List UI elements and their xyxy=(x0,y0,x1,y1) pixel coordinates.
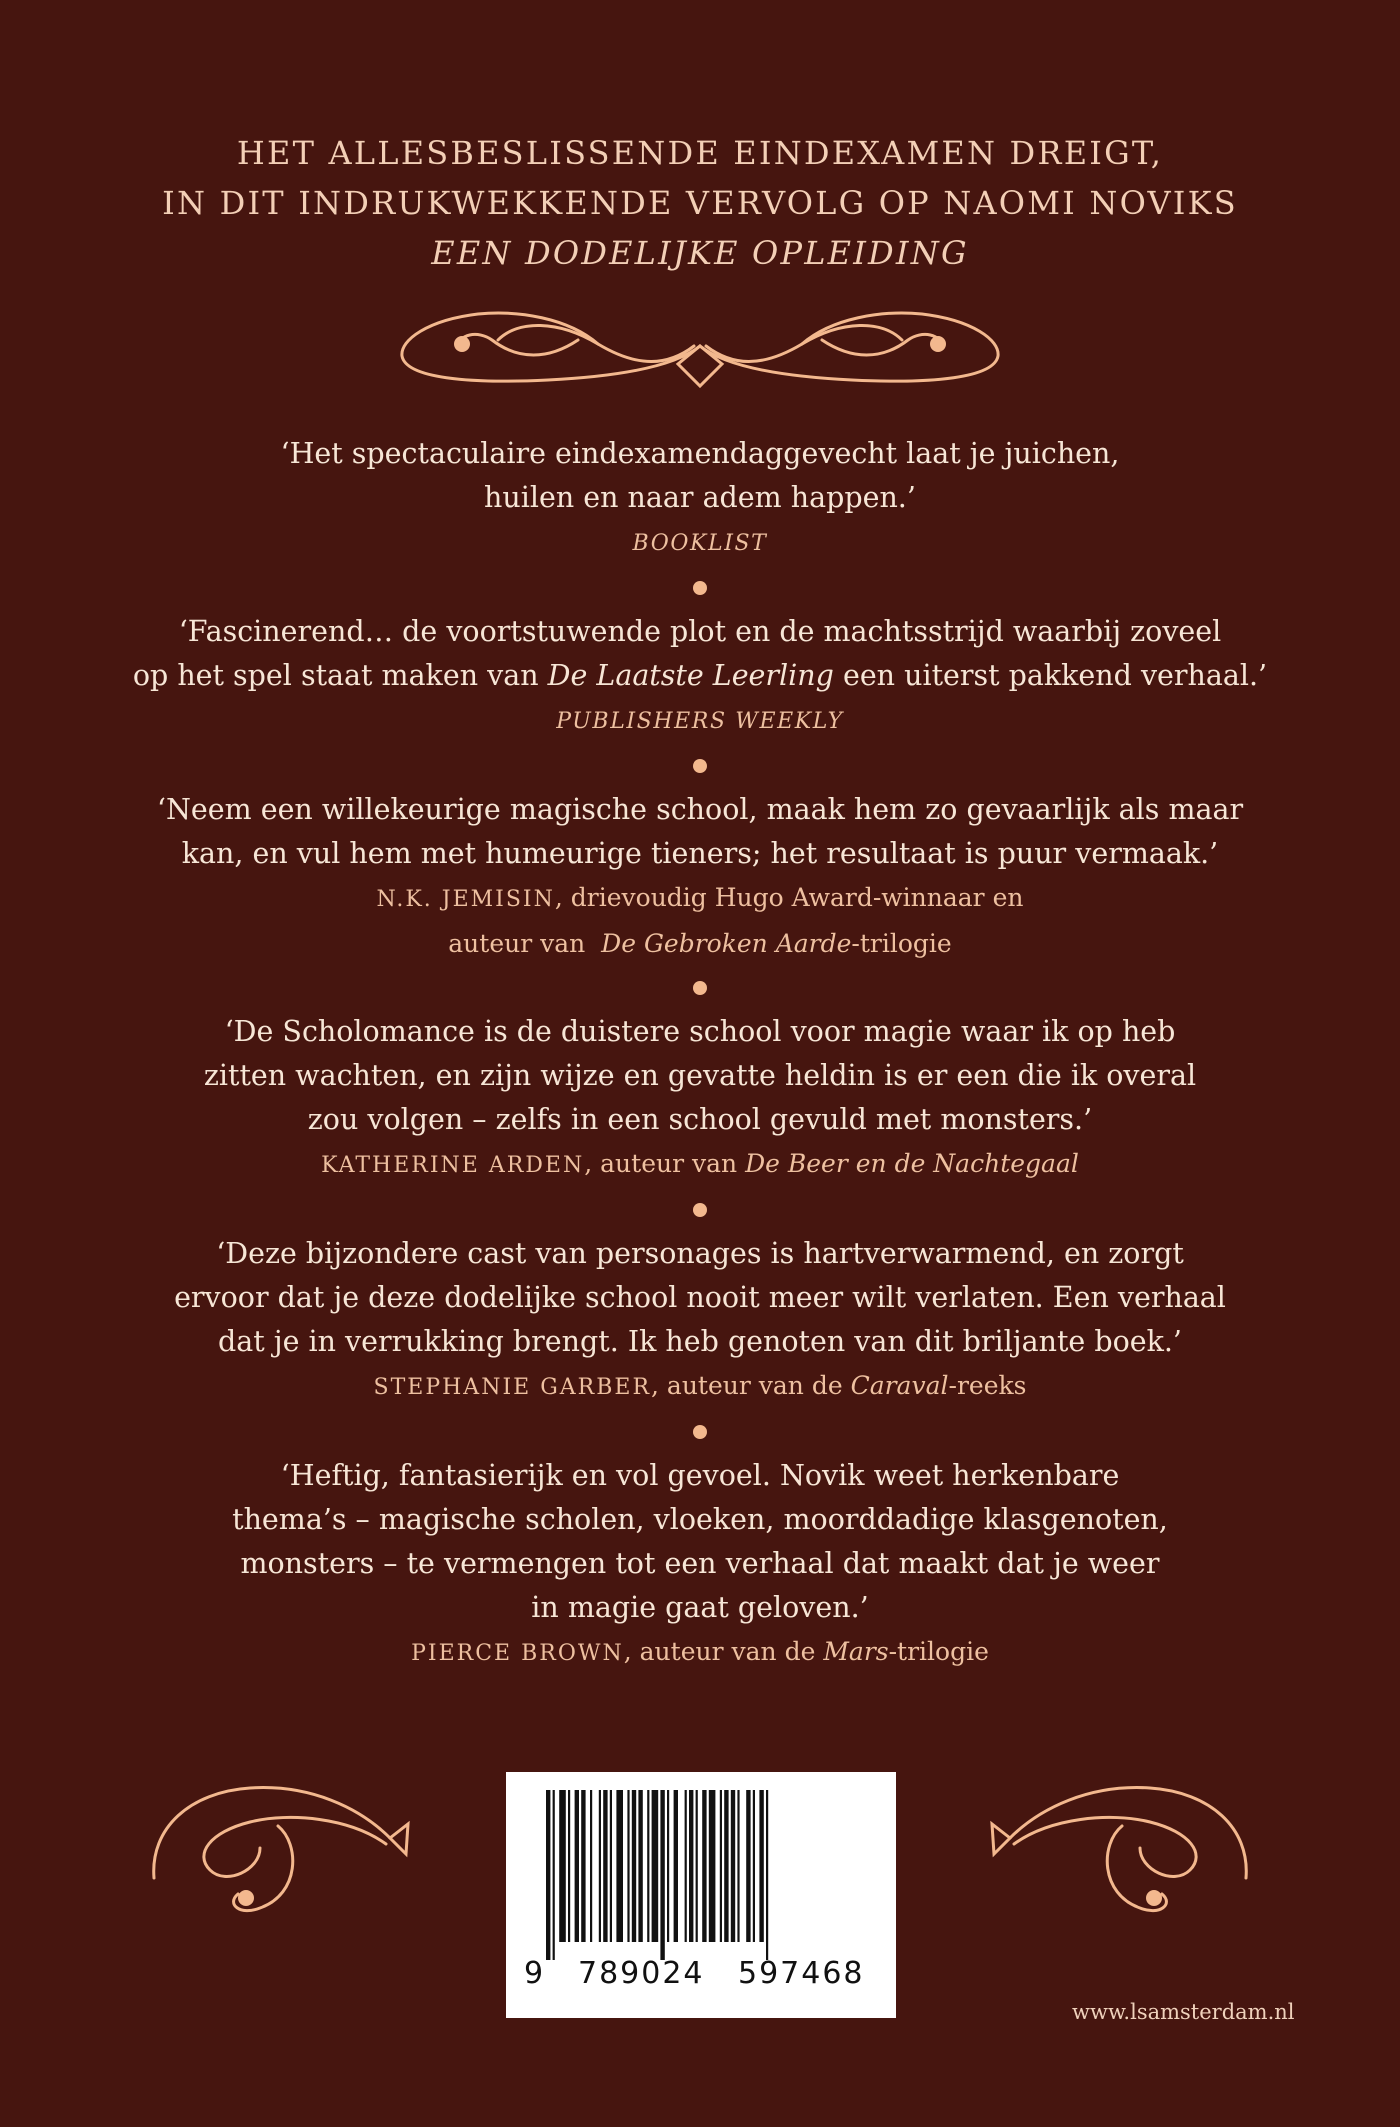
barcode-bar xyxy=(638,1790,642,1942)
barcode-bar xyxy=(731,1790,735,1942)
barcode-bar xyxy=(702,1790,706,1942)
attribution-line xyxy=(0,922,1400,966)
barcode-bar xyxy=(568,1790,570,1942)
corner-flourish-left-icon xyxy=(150,1778,410,1928)
attribution-text: -reeks xyxy=(948,1371,1027,1400)
publisher-website[interactable]: www.lsamsterdam.nl xyxy=(1072,2000,1295,2024)
book-title: De Beer en de Nachtegaal xyxy=(745,1149,1079,1178)
quote-line: kan, en vul hem met humeurige tieners; het resultaat is puur vermaak.’ xyxy=(181,837,1219,870)
barcode-bar xyxy=(696,1790,698,1942)
barcode xyxy=(506,1772,896,2018)
book-title: Mars xyxy=(823,1637,889,1666)
quote-arden xyxy=(0,1010,1400,1188)
quote-source: N.K. JEMISIN xyxy=(376,887,555,912)
corner-flourish-right-icon xyxy=(990,1778,1250,1928)
quote-text xyxy=(0,432,1400,520)
quotes-list xyxy=(0,432,1400,1676)
isbn-first-digit: 9 xyxy=(524,1956,544,1991)
quote-fragment: op het spel staat maken van xyxy=(132,659,548,692)
separator-dot-icon xyxy=(0,566,1400,610)
quote-line: ‘Deze bijzondere cast van personages is hartverwarmend, en zorgt xyxy=(216,1237,1184,1270)
attribution-line xyxy=(0,876,1400,922)
quote-text xyxy=(0,610,1400,698)
attribution-text: -trilogie xyxy=(851,929,952,958)
barcode-bar xyxy=(647,1790,649,1942)
quote-line: zou volgen – zelfs in een school gevuld met monsters.’ xyxy=(307,1103,1093,1136)
barcode-bar xyxy=(553,1790,555,1960)
tagline xyxy=(0,128,1400,278)
isbn-group-1: 789024 xyxy=(578,1956,705,1991)
separator-dot-icon xyxy=(0,1188,1400,1232)
isbn-number xyxy=(520,1956,890,2000)
barcode-bar xyxy=(753,1790,755,1942)
barcode-bar xyxy=(590,1790,592,1942)
barcode-bar xyxy=(546,1790,550,1960)
attribution-text: auteur van xyxy=(448,929,602,958)
barcode-bar xyxy=(709,1790,716,1942)
quote-line: huilen en naar adem happen.’ xyxy=(484,481,916,514)
barcode-bar xyxy=(766,1790,768,1960)
barcode-bar xyxy=(660,1790,664,1960)
book-title: Caraval xyxy=(850,1371,949,1400)
quote-jemisin xyxy=(0,788,1400,966)
quote-line: zitten wachten, en zijn wijze en gevatte heldin is er een die ik overal xyxy=(203,1059,1197,1092)
quote-brown xyxy=(0,1454,1400,1676)
barcode-bar xyxy=(575,1790,579,1942)
attribution-text: , auteur van de xyxy=(651,1371,851,1400)
tagline-book-title: EEN DODELIJKE OPLEIDING xyxy=(431,234,969,272)
quote-publishers-weekly xyxy=(0,610,1400,744)
quote-garber xyxy=(0,1232,1400,1410)
quote-text xyxy=(0,1010,1400,1142)
barcode-bar xyxy=(632,1790,636,1942)
barcode-bars-icon xyxy=(546,1790,864,1960)
quote-attribution xyxy=(0,1364,1400,1410)
quote-booklist xyxy=(0,432,1400,566)
attribution-text: -trilogie xyxy=(888,1637,989,1666)
attribution-text: , auteur van xyxy=(584,1149,746,1178)
barcode-bar xyxy=(559,1790,566,1942)
barcode-bar xyxy=(674,1790,678,1942)
barcode-bar xyxy=(603,1790,607,1942)
attribution-text: , drievoudig Hugo Award-winnaar en xyxy=(554,883,1024,912)
barcode-bar xyxy=(689,1790,693,1942)
quote-source: PUBLISHERS WEEKLY xyxy=(556,709,844,734)
barcode-bar xyxy=(759,1790,763,1942)
separator-dot-icon xyxy=(0,966,1400,1010)
barcode-bar xyxy=(685,1790,687,1942)
barcode-bar xyxy=(667,1790,669,1942)
separator-dot-icon xyxy=(0,744,1400,788)
quote-line: dat je in verrukking brengt. Ik heb genoten van dit briljante boek.’ xyxy=(218,1325,1182,1358)
quote-text xyxy=(0,1232,1400,1364)
separator-dot-icon xyxy=(0,1410,1400,1454)
quote-attribution xyxy=(0,876,1400,966)
barcode-bar xyxy=(652,1790,659,1942)
quote-line: ‘Fascinerend… de voortstuwende plot en de machtsstrijd waarbij zoveel xyxy=(178,615,1222,648)
quote-line: thema’s – magische scholen, vloeken, moorddadige klasgenoten, xyxy=(232,1503,1168,1536)
barcode-bar xyxy=(720,1790,722,1942)
book-title: De Gebroken Aarde xyxy=(601,929,852,958)
quote-text xyxy=(0,1454,1400,1630)
quote-attribution xyxy=(0,1142,1400,1188)
quote-line: in magie gaat geloven.’ xyxy=(531,1591,869,1624)
attribution-text: , auteur van de xyxy=(623,1637,824,1666)
quote-text xyxy=(0,788,1400,876)
barcode-bar xyxy=(737,1790,739,1942)
quote-line: ervoor dat je deze dodelijke school nooit meer wilt verlaten. Een verhaal xyxy=(174,1281,1226,1314)
quote-line xyxy=(0,654,1400,698)
barcode-bar xyxy=(627,1790,629,1942)
quote-line: ‘Neem een willekeurige magische school, maak hem zo gevaarlijk als maar xyxy=(156,793,1244,826)
barcode-bar xyxy=(724,1790,728,1942)
quote-source: BOOKLIST xyxy=(632,531,768,556)
quote-attribution xyxy=(0,698,1400,744)
quote-line: ‘Het spectaculaire eindexamendaggevecht laat je juichen, xyxy=(280,437,1120,470)
quote-line: monsters – te vermengen tot een verhaal dat maakt dat je weer xyxy=(240,1547,1160,1580)
barcode-bar xyxy=(746,1790,750,1942)
quote-attribution xyxy=(0,520,1400,566)
quote-source: PIERCE BROWN xyxy=(411,1641,624,1666)
barcode-bar xyxy=(610,1790,612,1942)
quote-attribution xyxy=(0,1630,1400,1676)
barcode-bar xyxy=(581,1790,585,1942)
barcode-bar xyxy=(616,1790,623,1942)
barcode-bar xyxy=(599,1790,601,1942)
isbn-group-2: 597468 xyxy=(738,1956,865,1991)
tagline-line-1: HET ALLESBESLISSENDE EINDEXAMEN DREIGT, xyxy=(236,134,1164,172)
quote-fragment: een uiterst pakkend verhaal.’ xyxy=(833,659,1268,692)
quote-source: KATHERINE ARDEN xyxy=(321,1153,585,1178)
quote-line: ‘Heftig, fantasierijk en vol gevoel. Novik weet herkenbare xyxy=(280,1459,1120,1492)
tagline-line-2: IN DIT INDRUKWEKKENDE VERVOLG OP NAOMI NOVIKS xyxy=(162,184,1238,222)
flourish-ornament-icon xyxy=(398,300,1002,392)
quote-source: STEPHANIE GARBER xyxy=(373,1375,652,1400)
book-title: De Laatste Leerling xyxy=(547,659,834,692)
quote-line: ‘De Scholomance is de duistere school voor magie waar ik op heb xyxy=(224,1015,1176,1048)
